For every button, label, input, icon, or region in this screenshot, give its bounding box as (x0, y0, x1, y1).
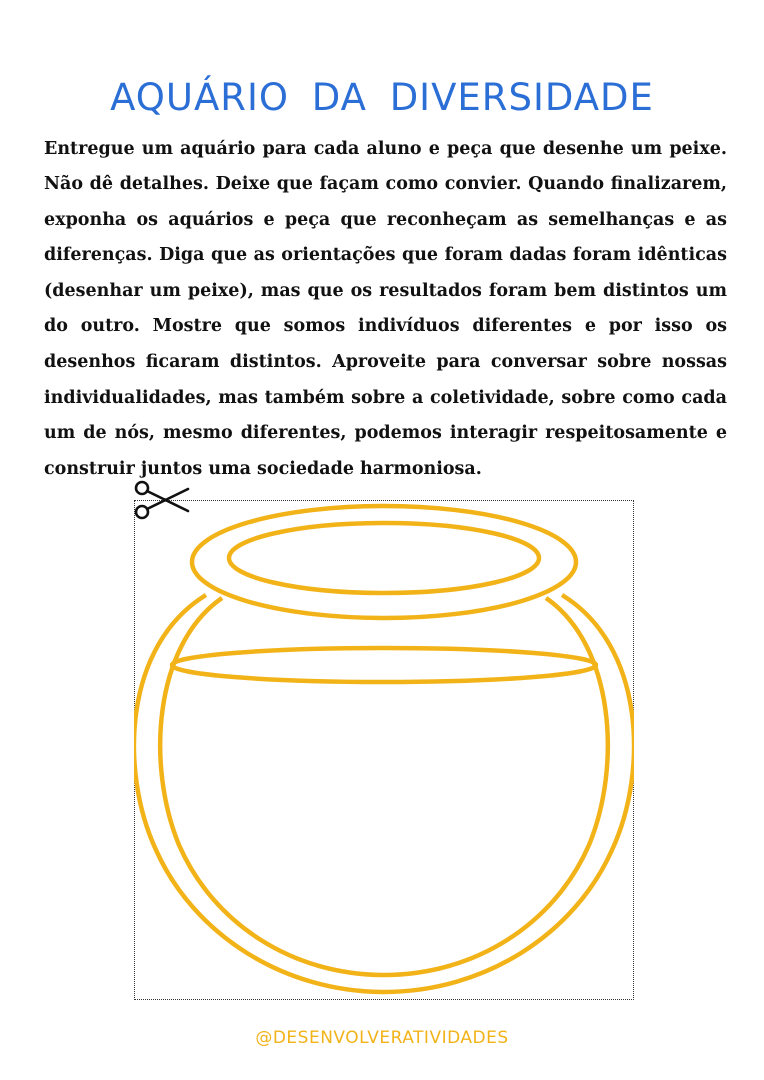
worksheet-title: AQUÁRIO DA DIVERSIDADE (110, 75, 654, 119)
water-line (172, 648, 596, 682)
instructions-paragraph: Entregue um aquário para cada aluno e peça que desenhe um peixe. Não dê detalhes. Deixe que façam como convier. Quando finalizarem, exponha os aquários e peça que reconheçam as semelhanças e as diferenças. Diga que as orientações que foram dadas foram idênticas (desenhar um peixe), mas que os resultados foram bem distintos um do outro. Mostre que somos indivíduos diferentes e por isso os desenhos ficaram distintos. Aproveite para conversar sobre nossas individualidades, mas também sobre a coletividade, sobre como cada um de nós, mesmo diferentes, podemos interagir respeitosamente e construir juntos uma sociedade harmoniosa. (44, 138, 727, 479)
footer-handle: @DESENVOLVERATIVIDADES (255, 1028, 509, 1048)
bowl-rim-inner (229, 523, 539, 593)
scissors-icon (132, 478, 192, 522)
fishbowl-illustration (134, 500, 634, 1000)
